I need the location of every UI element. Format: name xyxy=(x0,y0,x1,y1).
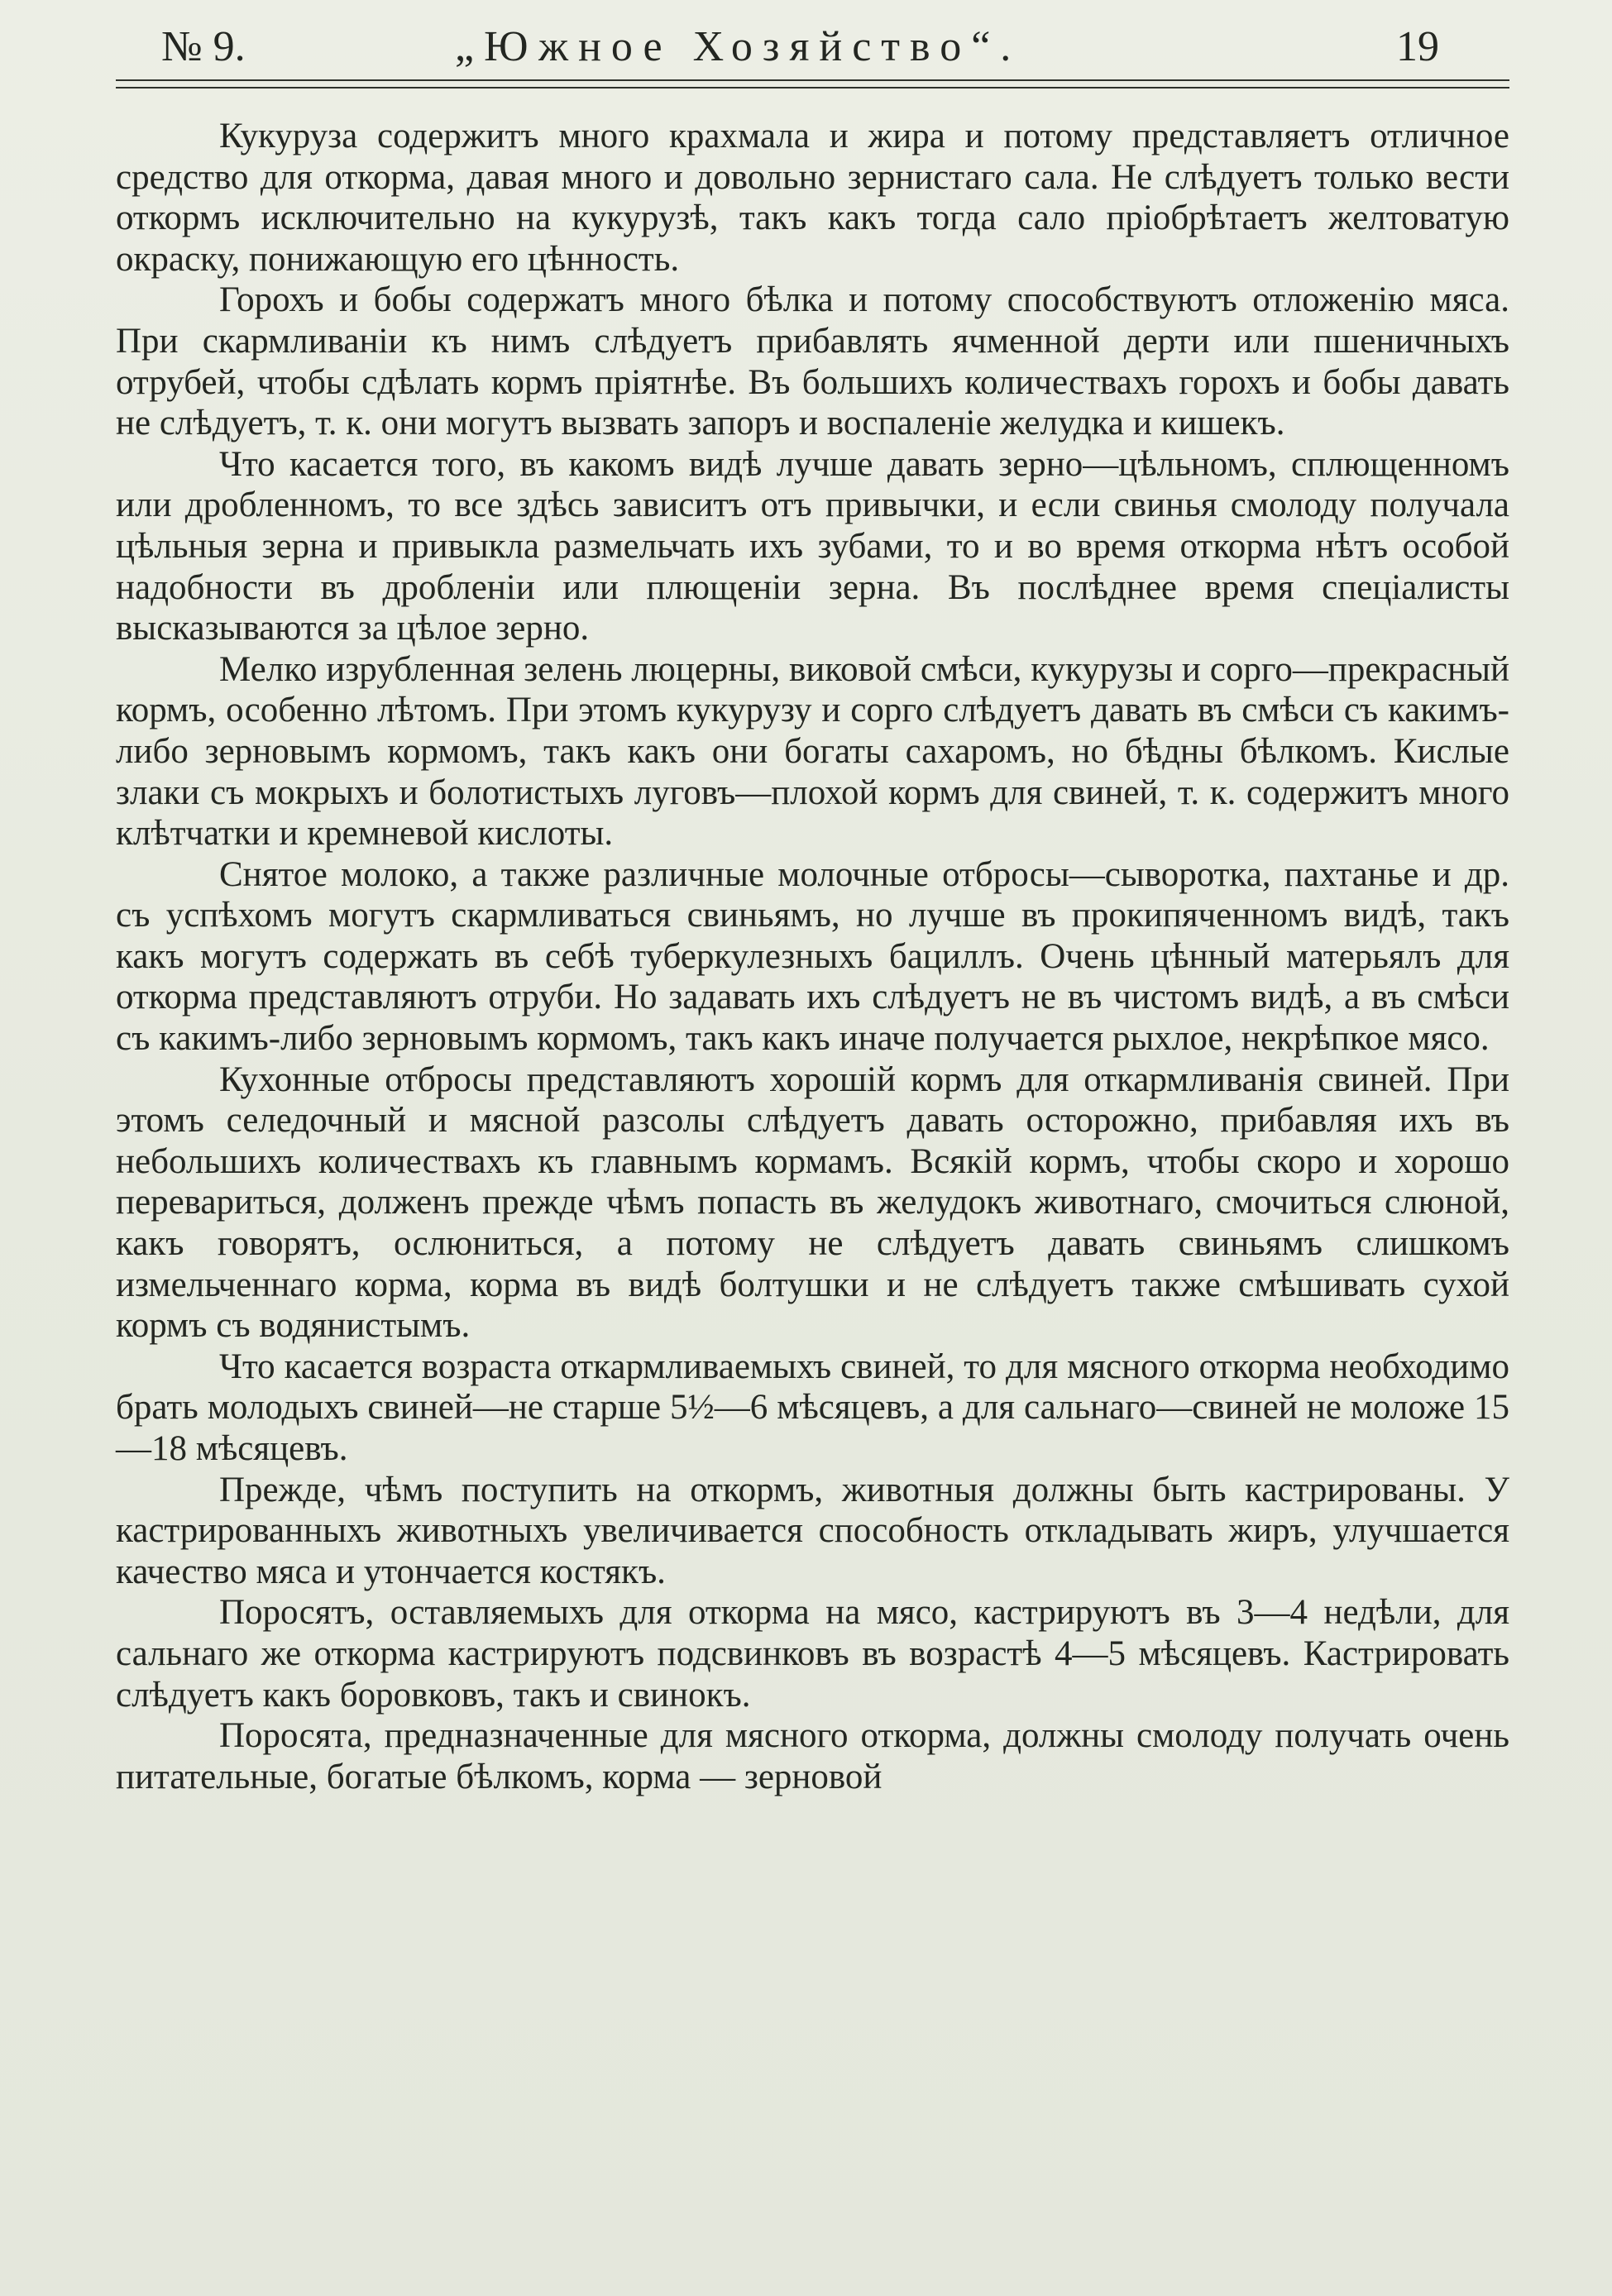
header-rule-bottom xyxy=(116,87,1509,88)
paragraph-castration: Прежде, чѣмъ поступить на откормъ, животныя должны быть кастрированы. У кастрированныхъ животныхъ увеличивается способность откладывать жиръ, улучшается качество мяса и утончается костякъ. xyxy=(116,1470,1509,1591)
header-rule-top xyxy=(116,79,1509,81)
paragraph-grain-form: Что касается того, въ какомъ видѣ лучше давать зерно—цѣльномъ, сплющенномъ или дробленномъ, то все здѣсь зависитъ отъ привычки, и если свинья смолоду получала цѣльныя зерна и привыкла размельчать ихъ зубами, то и во время откорма нѣтъ особой надобности въ дробленіи или плющеніи зерна. Въ послѣднее время спеціалисты высказываются за цѣлое зерно. xyxy=(116,444,1509,648)
paragraph-kitchen-waste: Кухонные отбросы представляютъ хорошій кормъ для откармливанія свиней. При этомъ селедочный и мясной разсолы слѣдуетъ давать осторожно, прибавляя ихъ въ небольшихъ количествахъ къ главнымъ кормамъ. Всякій кормъ, чтобы скоро и хорошо перевариться, долженъ прежде чѣмъ попасть въ желудокъ животнаго, смочиться слюной, какъ говорятъ, ослюниться, а потому не слѣдуетъ давать свиньямъ слишкомъ измельченнаго корма, корма въ видѣ болтушки и не слѣдуетъ также смѣшивать сухой кормъ съ водянистымъ. xyxy=(116,1060,1509,1346)
running-header xyxy=(161,18,1439,76)
paragraph-green-fodder: Мелко изрубленная зелень люцерны, виковой смѣси, кукурузы и сорго—прекрасный кормъ, особенно лѣтомъ. При этомъ кукурузу и сорго слѣдуетъ давать въ смѣси съ какимъ-либо зерновымъ кормомъ, такъ какъ они богаты сахаромъ, но бѣдны бѣлкомъ. Кислые злаки съ мокрыхъ и болотистыхъ луговъ—плохой кормъ для свиней, т. к. содержитъ много клѣтчатки и кремневой кислоты. xyxy=(116,649,1509,854)
article-body xyxy=(116,116,1509,1797)
paragraph-young-feed: Поросята, предназначенные для мясного откорма, должны смолоду получать очень питательные, богатые бѣлкомъ, корма — зерновой xyxy=(116,1716,1509,1796)
paragraph-piglets: Поросятъ, оставляемыхъ для откорма на мясо, кастрируютъ въ 3—4 недѣли, для сальнаго же откорма кастрируютъ подсвинковъ въ возрастѣ 4—5 мѣсяцевъ. Кастрировать слѣдуетъ какъ боровковъ, такъ и свинокъ. xyxy=(116,1593,1509,1715)
paragraph-milk-waste: Снятое молоко, а также различные молочные отбросы—сыворотка, пахтанье и др. съ успѣхомъ могутъ скармливаться свиньямъ, но лучше въ прокипяченномъ видѣ, такъ какъ могутъ содержать въ себѣ туберкулезныхъ бациллъ. Очень цѣнный матерьялъ для откорма представляютъ отруби. Но задавать ихъ слѣдуетъ не въ чистомъ видѣ, а въ смѣси съ какимъ-либо зерновымъ кормомъ, такъ какъ иначе получается рыхлое, некрѣпкое мясо. xyxy=(116,854,1509,1059)
issue-number: № 9. xyxy=(161,23,246,70)
paragraph-corn: Кукуруза содержитъ много крахмала и жира и потому представляетъ отличное средство для откорма, давая много и довольно зернистаго сала. Не слѣдуетъ только вести откормъ исключительно на кукурузѣ, такъ какъ тогда сало пріобрѣтаетъ желтоватую окраску, понижающую его цѣнность. xyxy=(116,117,1509,279)
journal-title: „Южное Хозяйство“. xyxy=(455,23,1021,70)
paragraph-pig-age: Что касается возраста откармливаемыхъ свиней, то для мясного откорма необходимо брать молодыхъ свиней—не старше 5½—6 мѣсяцевъ, а для сальнаго—свиней не моложе 15—18 мѣсяцевъ. xyxy=(116,1347,1509,1468)
page-number: 19 xyxy=(1396,23,1439,70)
paragraph-peas-beans: Горохъ и бобы содержатъ много бѣлка и потому способствуютъ отложенію мяса. При скармливаніи къ нимъ слѣдуетъ прибавлять ячменной дерти или пшеничныхъ отрубей, чтобы сдѣлать кормъ пріятнѣе. Въ большихъ количествахъ горохъ и бобы давать не слѣдуетъ, т. к. они могутъ вызвать запоръ и воспаленіе желудка и кишекъ. xyxy=(116,280,1509,443)
